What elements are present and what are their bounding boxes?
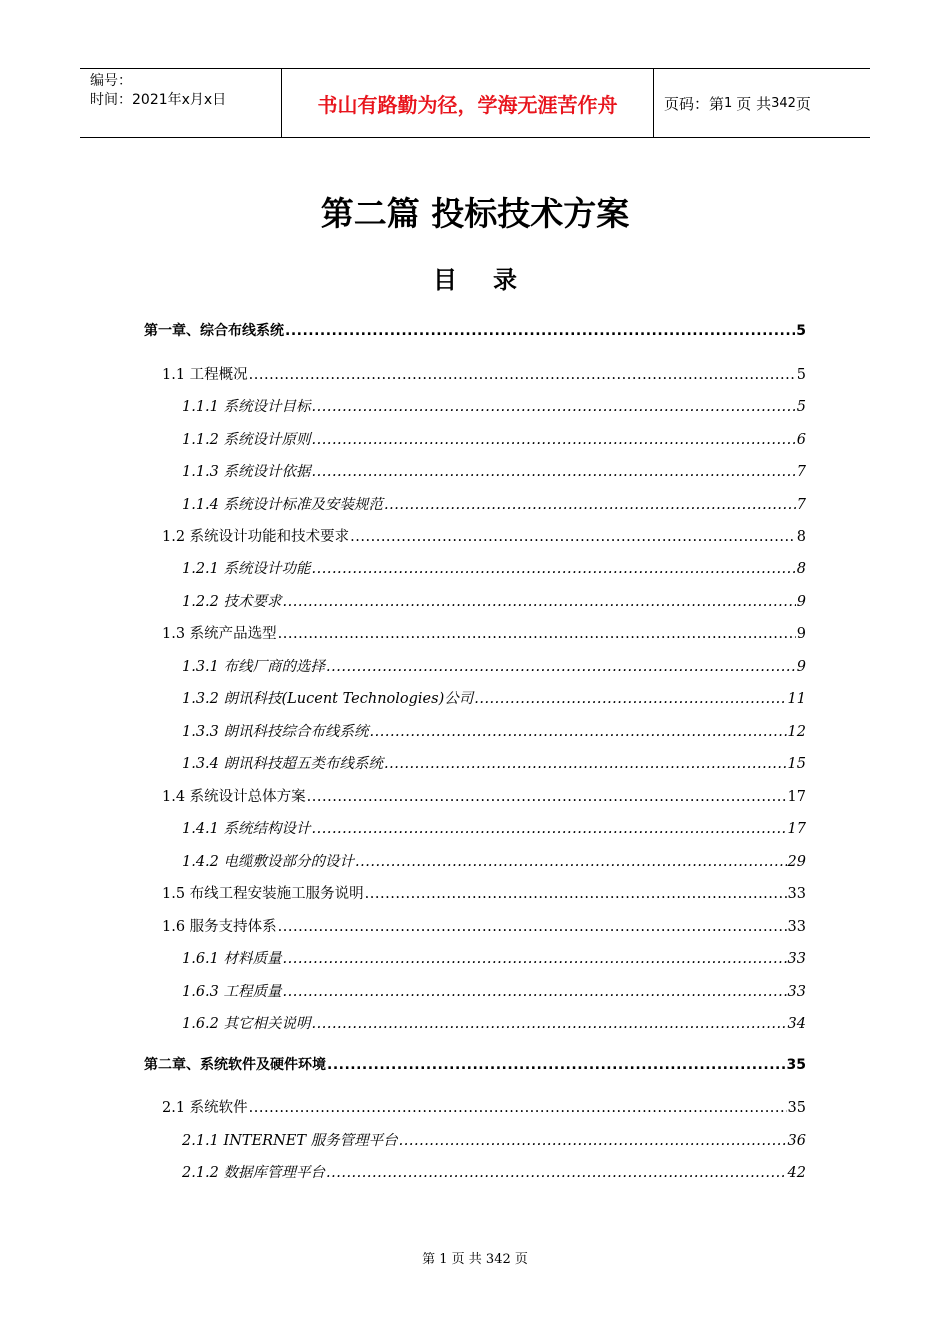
toc-dot-leader bbox=[278, 919, 787, 935]
toc-entry-page: 36 bbox=[787, 1133, 806, 1149]
toc-entry[interactable] bbox=[162, 525, 806, 549]
toc-entry-label: 1.3 系统产品选型 bbox=[162, 626, 277, 642]
toc-dot-leader bbox=[312, 821, 787, 837]
toc-entry[interactable] bbox=[182, 590, 806, 614]
toc-dot-leader bbox=[283, 951, 787, 967]
toc-entry-page: 8 bbox=[796, 561, 806, 577]
toc-title: 目录 bbox=[433, 266, 553, 294]
header-page-info bbox=[654, 69, 870, 137]
page-header bbox=[80, 68, 870, 138]
toc-entry-page: 9 bbox=[796, 659, 806, 675]
toc-entry[interactable] bbox=[162, 915, 806, 939]
toc-entry-label: 1.1.2 系统设计原则 bbox=[182, 432, 311, 448]
toc-entry-label: 1.6.2 其它相关说明 bbox=[182, 1016, 311, 1032]
toc-entry[interactable] bbox=[182, 428, 806, 452]
toc-dot-leader bbox=[365, 886, 787, 902]
toc-entry-page: 33 bbox=[787, 919, 806, 935]
toc-entry[interactable] bbox=[182, 980, 806, 1004]
toc-entry-page: 11 bbox=[787, 691, 806, 707]
toc-entry-page: 12 bbox=[787, 724, 806, 740]
toc-entry[interactable] bbox=[162, 622, 806, 646]
toc-entry[interactable] bbox=[182, 557, 806, 581]
toc-entry-page: 9 bbox=[796, 626, 806, 642]
toc-dot-leader bbox=[312, 432, 796, 448]
document-title: 第二篇 投标技术方案 bbox=[320, 194, 630, 233]
toc-entry-page: 5 bbox=[796, 367, 806, 383]
toc-entry-label: 1.6 服务支持体系 bbox=[162, 919, 277, 935]
toc-entry-label: 1.6.3 工程质量 bbox=[182, 984, 282, 1000]
toc-dot-leader bbox=[355, 854, 787, 870]
toc-dot-leader bbox=[474, 691, 786, 707]
toc-dot-leader bbox=[399, 1133, 787, 1149]
page-number: 1 bbox=[724, 95, 733, 111]
toc-entry[interactable] bbox=[182, 947, 806, 971]
toc-entry-label: 1.3.1 布线厂商的选择 bbox=[182, 659, 326, 675]
page-prefix: 页码：第 bbox=[664, 94, 725, 113]
toc-dot-leader bbox=[307, 789, 787, 805]
toc-dot-leader bbox=[312, 561, 796, 577]
toc-entry-page: 17 bbox=[787, 789, 806, 805]
toc-entry-label: 1.1 工程概况 bbox=[162, 367, 248, 383]
toc-entry[interactable] bbox=[182, 460, 806, 484]
toc-entry-label: 2.1.1 INTERNET 服务管理平台 bbox=[182, 1133, 398, 1149]
toc-entry-label: 1.3.4 朗讯科技超五类布线系统 bbox=[182, 756, 384, 772]
toc-entry-page: 5 bbox=[796, 323, 806, 339]
toc-entry-page: 15 bbox=[787, 756, 806, 772]
toc-entry-page: 33 bbox=[787, 886, 806, 902]
toc-entry-page: 42 bbox=[787, 1165, 806, 1181]
toc-dot-leader bbox=[384, 756, 787, 772]
toc-entry-page: 9 bbox=[796, 594, 806, 610]
toc-entry[interactable] bbox=[144, 320, 806, 344]
toc-dot-leader bbox=[370, 724, 787, 740]
toc-entry-page: 7 bbox=[796, 497, 806, 513]
page-footer: 第 1 页 共 342 页 bbox=[422, 1252, 528, 1267]
toc-entry[interactable] bbox=[182, 493, 806, 517]
toc-entry-page: 17 bbox=[787, 821, 806, 837]
toc-entry[interactable] bbox=[182, 817, 806, 841]
toc-entry[interactable] bbox=[162, 1096, 806, 1120]
toc-dot-leader bbox=[326, 1165, 787, 1181]
toc-dot-leader bbox=[312, 464, 796, 480]
toc-entry-label: 1.3.3 朗讯科技综合布线系统 bbox=[182, 724, 369, 740]
toc-entry-label: 1.1.4 系统设计标准及安装规范 bbox=[182, 497, 384, 513]
page-mid: 页 共 bbox=[736, 94, 772, 113]
toc-entry[interactable] bbox=[182, 687, 806, 711]
toc-entry-label: 1.2.2 技术要求 bbox=[182, 594, 282, 610]
toc-dot-leader bbox=[384, 497, 796, 513]
toc-entry-label: 2.1.2 数据库管理平台 bbox=[182, 1165, 326, 1181]
toc-dot-leader bbox=[350, 529, 796, 545]
toc-dot-leader bbox=[249, 367, 796, 383]
toc-entry-label: 1.4.2 电缆敷设部分的设计 bbox=[182, 854, 355, 870]
toc-entry-page: 6 bbox=[796, 432, 806, 448]
toc-dot-leader bbox=[285, 323, 795, 339]
toc-entry-label: 1.2 系统设计功能和技术要求 bbox=[162, 529, 350, 545]
toc-entry[interactable] bbox=[182, 850, 806, 874]
toc-entry-label: 1.3.2 朗讯科技(Lucent Technologies)公司 bbox=[182, 691, 474, 707]
toc-entry-label: 1.4.1 系统结构设计 bbox=[182, 821, 311, 837]
toc-entry-label: 1.1.1 系统设计目标 bbox=[182, 399, 311, 415]
toc-entry-label: 第二章、系统软件及硬件环境 bbox=[144, 1057, 326, 1073]
toc-entry[interactable] bbox=[144, 1054, 806, 1078]
toc-dot-leader bbox=[312, 399, 796, 415]
toc-entry-page: 35 bbox=[787, 1100, 806, 1116]
toc-entry[interactable] bbox=[182, 1012, 806, 1036]
number-label: 编号： bbox=[90, 73, 132, 89]
page-total: 342 bbox=[771, 95, 796, 111]
header-motto: 书山有路勤为径，学海无涯苦作舟 bbox=[281, 69, 654, 137]
toc-entry-label: 2.1 系统软件 bbox=[162, 1100, 248, 1116]
toc-entry[interactable] bbox=[182, 720, 806, 744]
toc-entry[interactable] bbox=[182, 1129, 806, 1153]
page-suffix: 页 bbox=[795, 94, 811, 113]
toc-dot-leader bbox=[283, 984, 787, 1000]
toc-entry[interactable] bbox=[162, 785, 806, 809]
toc-entry-page: 5 bbox=[796, 399, 806, 415]
time-label: 时间：2021年x月x日 bbox=[90, 92, 227, 108]
toc-dot-leader bbox=[283, 594, 796, 610]
toc-dot-leader bbox=[326, 659, 796, 675]
toc-dot-leader bbox=[278, 626, 796, 642]
toc-entry-page: 33 bbox=[787, 984, 806, 1000]
toc-entry-page: 7 bbox=[796, 464, 806, 480]
toc-entry-label: 1.4 系统设计总体方案 bbox=[162, 789, 306, 805]
toc-entry[interactable] bbox=[182, 1161, 806, 1185]
toc-entry[interactable] bbox=[162, 363, 806, 387]
toc-entry[interactable] bbox=[162, 882, 806, 906]
toc-entry-page: 34 bbox=[787, 1016, 806, 1032]
toc-entry-label: 1.2.1 系统设计功能 bbox=[182, 561, 311, 577]
toc-entry-label: 第一章、综合布线系统 bbox=[144, 323, 284, 339]
toc-dot-leader bbox=[249, 1100, 787, 1116]
toc-entry-page: 29 bbox=[787, 854, 806, 870]
toc-entry-page: 33 bbox=[787, 951, 806, 967]
toc-dot-leader bbox=[327, 1057, 786, 1073]
toc-entry-page: 35 bbox=[786, 1057, 806, 1073]
toc-entry-page: 8 bbox=[796, 529, 806, 545]
toc-entry-label: 1.5 布线工程安装施工服务说明 bbox=[162, 886, 364, 902]
toc-dot-leader bbox=[312, 1016, 787, 1032]
toc-entry-label: 1.6.1 材料质量 bbox=[182, 951, 282, 967]
toc-entry[interactable] bbox=[182, 655, 806, 679]
toc-entry[interactable] bbox=[182, 752, 806, 776]
toc-entry-label: 1.1.3 系统设计依据 bbox=[182, 464, 311, 480]
header-meta bbox=[80, 69, 281, 137]
toc-entry[interactable] bbox=[182, 395, 806, 419]
